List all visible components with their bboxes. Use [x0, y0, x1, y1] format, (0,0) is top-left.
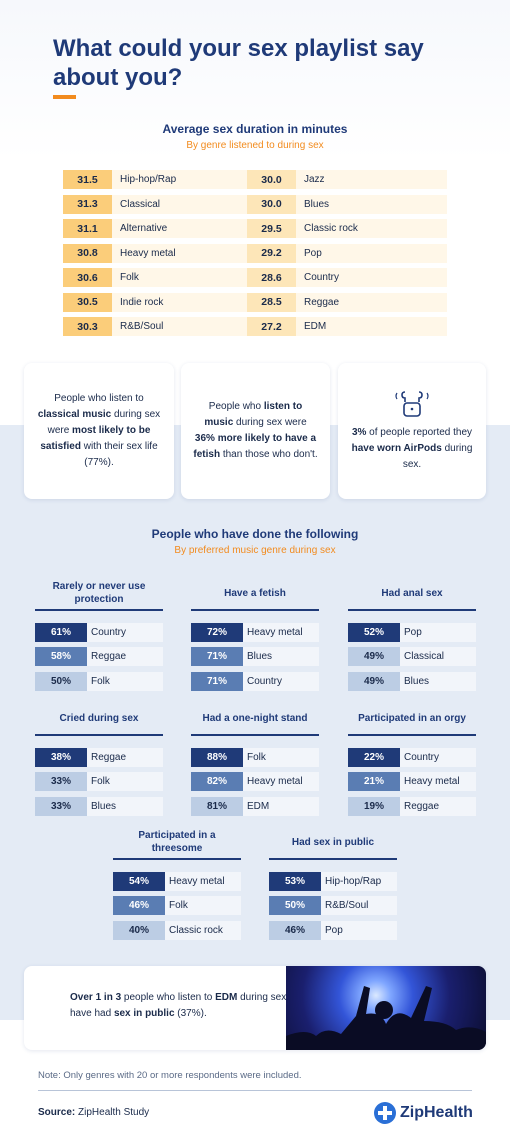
group-divider	[191, 609, 319, 611]
behavior-percent: 46%	[113, 896, 165, 915]
behavior-row	[269, 896, 397, 915]
card-text: during sex were	[233, 417, 307, 428]
behavior-percent: 49%	[348, 672, 400, 691]
behavior-percent: 82%	[191, 772, 243, 791]
edm-text	[70, 990, 310, 1022]
behavior-genre: Folk	[165, 896, 241, 915]
group-title: Had a one-night stand	[202, 712, 308, 724]
duration-genre: Alternative	[112, 219, 249, 238]
duration-row	[247, 268, 447, 287]
behavior-genre: Classic rock	[165, 921, 241, 940]
card-highlight: most likely to be satisfied	[40, 425, 151, 452]
behaviors-subtitle: By preferred music genre during sex	[174, 545, 336, 556]
behavior-genre: Heavy metal	[400, 772, 476, 791]
behavior-genre: Blues	[87, 797, 163, 816]
behavior-genre: Blues	[243, 647, 319, 666]
card-text: of people reported they	[366, 427, 473, 438]
behavior-genre: Heavy metal	[165, 872, 241, 891]
card-text: during sex were	[47, 409, 161, 436]
behavior-row	[348, 797, 476, 816]
group-divider	[35, 734, 163, 736]
group-divider	[113, 858, 241, 860]
duration-genre: Heavy metal	[112, 244, 249, 263]
duration-value: 30.3	[63, 317, 112, 336]
behavior-row	[191, 748, 319, 767]
behavior-row	[348, 748, 476, 767]
duration-genre: Folk	[112, 268, 249, 287]
duration-genre: Hip-hop/Rap	[112, 170, 249, 189]
behavior-percent: 58%	[35, 647, 87, 666]
duration-genre: Indie rock	[112, 293, 249, 312]
behavior-percent: 52%	[348, 623, 400, 642]
behavior-row	[35, 647, 163, 666]
behavior-group	[35, 705, 163, 821]
behavior-row	[348, 772, 476, 791]
card-text: People who	[208, 401, 264, 412]
behavior-percent: 33%	[35, 797, 87, 816]
behavior-row	[35, 797, 163, 816]
behavior-group	[191, 580, 319, 696]
duration-row	[63, 268, 249, 287]
behaviors-title: People who have done the following	[151, 527, 359, 541]
behavior-row	[269, 921, 397, 940]
group-divider	[348, 609, 476, 611]
edm-text-part: (37%).	[174, 1008, 207, 1019]
behavior-genre: Reggae	[400, 797, 476, 816]
behavior-genre: Pop	[400, 623, 476, 642]
group-divider	[35, 609, 163, 611]
duration-row	[63, 195, 249, 214]
behavior-row	[191, 797, 319, 816]
edm-highlight: sex in public	[113, 1008, 175, 1019]
duration-row	[247, 293, 447, 312]
duration-genre: R&B/Soul	[112, 317, 249, 336]
group-title: Had sex in public	[291, 836, 375, 848]
behavior-percent: 21%	[348, 772, 400, 791]
behavior-percent: 72%	[191, 623, 243, 642]
behavior-genre: Folk	[243, 748, 319, 767]
duration-genre: Reggae	[296, 293, 447, 312]
fetish-card	[181, 363, 330, 499]
duration-value: 30.6	[63, 268, 112, 287]
group-divider	[269, 858, 397, 860]
card-text: People who listen to	[54, 393, 144, 404]
behavior-percent: 50%	[269, 896, 321, 915]
behavior-genre: EDM	[243, 797, 319, 816]
behavior-genre: Reggae	[87, 647, 163, 666]
duration-list-left	[63, 170, 249, 342]
duration-value: 29.5	[247, 219, 296, 238]
duration-value: 28.5	[247, 293, 296, 312]
airpods-icon	[394, 389, 430, 419]
behavior-row	[113, 872, 241, 891]
behavior-row	[191, 772, 319, 791]
behavior-genre: Pop	[321, 921, 397, 940]
behavior-percent: 88%	[191, 748, 243, 767]
behavior-row	[348, 647, 476, 666]
footnote: Note: Only genres with 20 or more respondents were included.	[38, 1070, 302, 1081]
behavior-genre: Country	[400, 748, 476, 767]
edm-highlight: Over 1 in 3	[70, 992, 122, 1003]
crowd-silhouette	[286, 966, 486, 1050]
card-highlight: have worn AirPods	[351, 443, 442, 454]
footer-divider	[38, 1090, 472, 1091]
behavior-genre: Country	[87, 623, 163, 642]
duration-row	[63, 244, 249, 263]
behavior-genre: Folk	[87, 672, 163, 691]
duration-value: 27.2	[247, 317, 296, 336]
group-divider	[348, 734, 476, 736]
behavior-group	[348, 580, 476, 696]
group-title: Have a fetish	[224, 587, 286, 599]
behavior-group	[35, 580, 163, 696]
edm-card	[24, 966, 486, 1050]
duration-row	[63, 219, 249, 238]
duration-genre: Country	[296, 268, 447, 287]
behavior-percent: 40%	[113, 921, 165, 940]
page-title: What could your sex playlist say about you?	[53, 35, 424, 91]
duration-row	[247, 170, 447, 189]
behavior-percent: 71%	[191, 672, 243, 691]
duration-subtitle: By genre listened to during sex	[186, 140, 324, 151]
duration-value: 29.2	[247, 244, 296, 263]
behavior-row	[191, 647, 319, 666]
behavior-genre: Folk	[87, 772, 163, 791]
behavior-row	[348, 623, 476, 642]
behavior-percent: 49%	[348, 647, 400, 666]
card-highlight: 36% more likely to have a fetish	[193, 433, 317, 460]
behavior-group	[113, 829, 241, 945]
edm-text-part: people who listen to	[121, 992, 216, 1003]
card-text: than those who don't.	[220, 449, 318, 460]
duration-row	[63, 170, 249, 189]
behavior-row	[113, 896, 241, 915]
title-accent-bar	[53, 95, 76, 99]
duration-value: 30.0	[247, 195, 296, 214]
behavior-genre: Hip-hop/Rap	[321, 872, 397, 891]
behavior-genre: Heavy metal	[243, 623, 319, 642]
duration-genre: Blues	[296, 195, 447, 214]
behavior-percent: 61%	[35, 623, 87, 642]
card-text: during sex.	[402, 443, 473, 470]
behavior-row	[348, 672, 476, 691]
card-highlight: 3%	[351, 427, 367, 438]
duration-row	[247, 317, 447, 336]
concert-photo	[286, 966, 486, 1050]
card-highlight: listen to music	[204, 401, 303, 428]
duration-list-right	[247, 170, 447, 342]
group-title: Participated in a threesome	[138, 830, 216, 854]
behavior-genre: Heavy metal	[243, 772, 319, 791]
behavior-percent: 38%	[35, 748, 87, 767]
behavior-row	[113, 921, 241, 940]
group-divider	[191, 734, 319, 736]
source	[38, 1107, 149, 1118]
behavior-row	[191, 672, 319, 691]
behavior-row	[191, 623, 319, 642]
behavior-group	[348, 705, 476, 821]
behavior-genre: Country	[243, 672, 319, 691]
card-text: with their sex life (77%).	[80, 441, 158, 468]
behavior-group	[191, 705, 319, 821]
behavior-percent: 50%	[35, 672, 87, 691]
duration-genre: EDM	[296, 317, 447, 336]
card-highlight: classical music	[37, 409, 112, 420]
duration-value: 30.5	[63, 293, 112, 312]
behavior-row	[35, 623, 163, 642]
duration-value: 31.3	[63, 195, 112, 214]
behavior-row	[35, 672, 163, 691]
behavior-row	[269, 872, 397, 891]
behavior-percent: 22%	[348, 748, 400, 767]
duration-genre: Classic rock	[296, 219, 447, 238]
behavior-percent: 53%	[269, 872, 321, 891]
behavior-percent: 54%	[113, 872, 165, 891]
behavior-genre: R&B/Soul	[321, 896, 397, 915]
duration-title: Average sex duration in minutes	[162, 122, 348, 136]
behavior-genre: Blues	[400, 672, 476, 691]
duration-value: 31.1	[63, 219, 112, 238]
duration-value: 28.6	[247, 268, 296, 287]
behavior-row	[35, 772, 163, 791]
ziphealth-logo	[374, 1100, 473, 1126]
source-text: ZipHealth Study	[75, 1107, 150, 1118]
behavior-group	[269, 829, 397, 945]
duration-row	[63, 317, 249, 336]
edm-highlight: EDM	[215, 992, 238, 1003]
duration-row	[247, 244, 447, 263]
duration-value: 31.5	[63, 170, 112, 189]
behavior-genre: Classical	[400, 647, 476, 666]
behavior-percent: 33%	[35, 772, 87, 791]
plus-icon	[374, 1102, 396, 1124]
duration-genre: Pop	[296, 244, 447, 263]
airpods-card	[338, 363, 486, 499]
classical-card	[24, 363, 174, 499]
group-title: Participated in an orgy	[358, 712, 466, 724]
duration-row	[247, 195, 447, 214]
group-title: Had anal sex	[381, 587, 443, 599]
source-label: Source:	[38, 1107, 76, 1118]
duration-row	[247, 219, 447, 238]
behavior-row	[35, 748, 163, 767]
duration-genre: Jazz	[296, 170, 447, 189]
group-title: Cried during sex	[59, 712, 139, 724]
duration-genre: Classical	[112, 195, 249, 214]
duration-value: 30.8	[63, 244, 112, 263]
edm-text-part: during sex have had	[70, 992, 287, 1019]
group-title: Rarely or never use protection	[52, 581, 146, 605]
behavior-percent: 19%	[348, 797, 400, 816]
logo-text: ZipHealth	[400, 1104, 473, 1121]
behavior-genre: Reggae	[87, 748, 163, 767]
behavior-percent: 71%	[191, 647, 243, 666]
duration-value: 30.0	[247, 170, 296, 189]
duration-row	[63, 293, 249, 312]
behavior-percent: 81%	[191, 797, 243, 816]
behavior-percent: 46%	[269, 921, 321, 940]
